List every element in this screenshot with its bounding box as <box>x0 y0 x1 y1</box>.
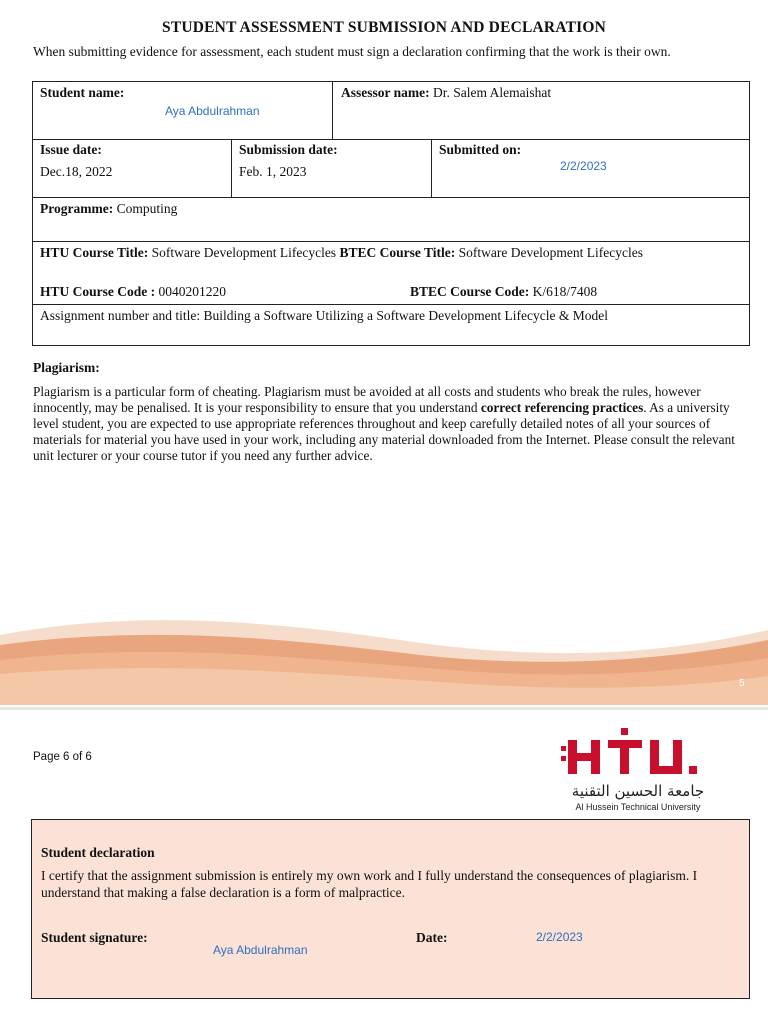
page-indicator: Page 6 of 6 <box>33 751 92 763</box>
issue-date-value: Dec.18, 2022 <box>40 164 113 179</box>
declaration-date-label: Date: <box>416 930 448 945</box>
student-name-value: Aya Abdulrahman <box>165 104 260 118</box>
assessor-value: Dr. Salem Alemaishat <box>433 85 552 100</box>
btec-code-label: BTEC Course Code: <box>410 284 530 299</box>
declaration-date-value: 2/2/2023 <box>536 930 583 944</box>
assignment-title: Assignment number and title: Building a Software Utilizing a Software Development Lifecycle & Model <box>40 308 608 323</box>
programme-value: Computing <box>116 201 178 216</box>
programme-cell <box>32 197 750 242</box>
htu-logo-mark <box>561 728 697 774</box>
declaration-box <box>31 819 750 999</box>
assessor-cell <box>332 81 750 140</box>
intro-text: When submitting evidence for assessment, each student must sign a declaration confirming that the work is their own. <box>33 44 671 59</box>
htu-title-label: HTU Course Title: <box>40 245 149 260</box>
plagiarism-text <box>33 384 738 464</box>
plagiarism-text-bold: correct referencing practices <box>480 400 644 415</box>
declaration-text: I certify that the assignment submission is entirely my own work and I fully understand the consequences of plagiarism. I understand that making a false declaration is a form of malpractice. <box>41 868 698 900</box>
assessor-label: Assessor name: <box>341 85 430 100</box>
footer-wave-decoration <box>0 600 768 705</box>
student-name-cell <box>32 81 333 140</box>
btec-code-line <box>410 284 597 300</box>
course-title-line <box>40 245 740 260</box>
declaration-heading: Student declaration <box>41 845 155 860</box>
plagiarism-heading: Plagiarism: <box>33 360 100 375</box>
issue-date-label: Issue date: <box>40 142 102 157</box>
assessor-line <box>341 85 551 101</box>
footer-page-number: 5 <box>739 678 745 689</box>
submission-date-cell <box>231 139 432 198</box>
submitted-on-cell <box>431 139 750 198</box>
issue-date-cell <box>32 139 232 198</box>
plagiarism-text-part1: Plagiarism is a particular form of cheating. Plagiarism must be avoided at all costs and students who break the rules, however innocently, may be penalised. It is your responsibility to ensure that you understand <box>33 384 701 415</box>
student-name-label: Student name: <box>40 85 125 100</box>
logo-arabic-name: جامعة الحسين التقنية <box>571 782 705 800</box>
plagiarism-text-part2: . As a university level student, you are expected to use appropriate references throughout and keep carefully detailed notes of all your sources of materials for material you have used in your work, including any material downloaded from the Internet. Please consult the relevant unit lecturer or your course tutor if you need any further advice. <box>33 400 735 463</box>
assignment-cell <box>32 304 750 346</box>
htu-title-value: Software Development Lifecycles <box>151 245 337 260</box>
document-title: STUDENT ASSESSMENT SUBMISSION AND DECLARATION <box>162 19 606 36</box>
htu-code-line <box>40 284 226 300</box>
logo-english-name: Al Hussein Technical University <box>575 802 701 812</box>
btec-title-label: BTEC Course Title: <box>339 245 456 260</box>
htu-code-label: HTU Course Code : <box>40 284 156 299</box>
page-divider <box>0 707 768 710</box>
btec-title-value: Software Development Lifecycles <box>458 245 644 260</box>
programme-label: Programme: <box>40 201 114 216</box>
course-cell <box>32 241 750 305</box>
submitted-on-value: 2/2/2023 <box>560 159 607 173</box>
htu-code-value: 0040201220 <box>158 284 226 299</box>
submission-date-label: Submission date: <box>239 142 338 157</box>
submission-date-value: Feb. 1, 2023 <box>239 164 307 179</box>
programme-line <box>40 201 177 217</box>
signature-label: Student signature: <box>41 930 148 945</box>
submitted-on-label: Submitted on: <box>439 142 522 157</box>
btec-code-value: K/618/7408 <box>532 284 598 299</box>
signature-value: Aya Abdulrahman <box>213 943 308 957</box>
